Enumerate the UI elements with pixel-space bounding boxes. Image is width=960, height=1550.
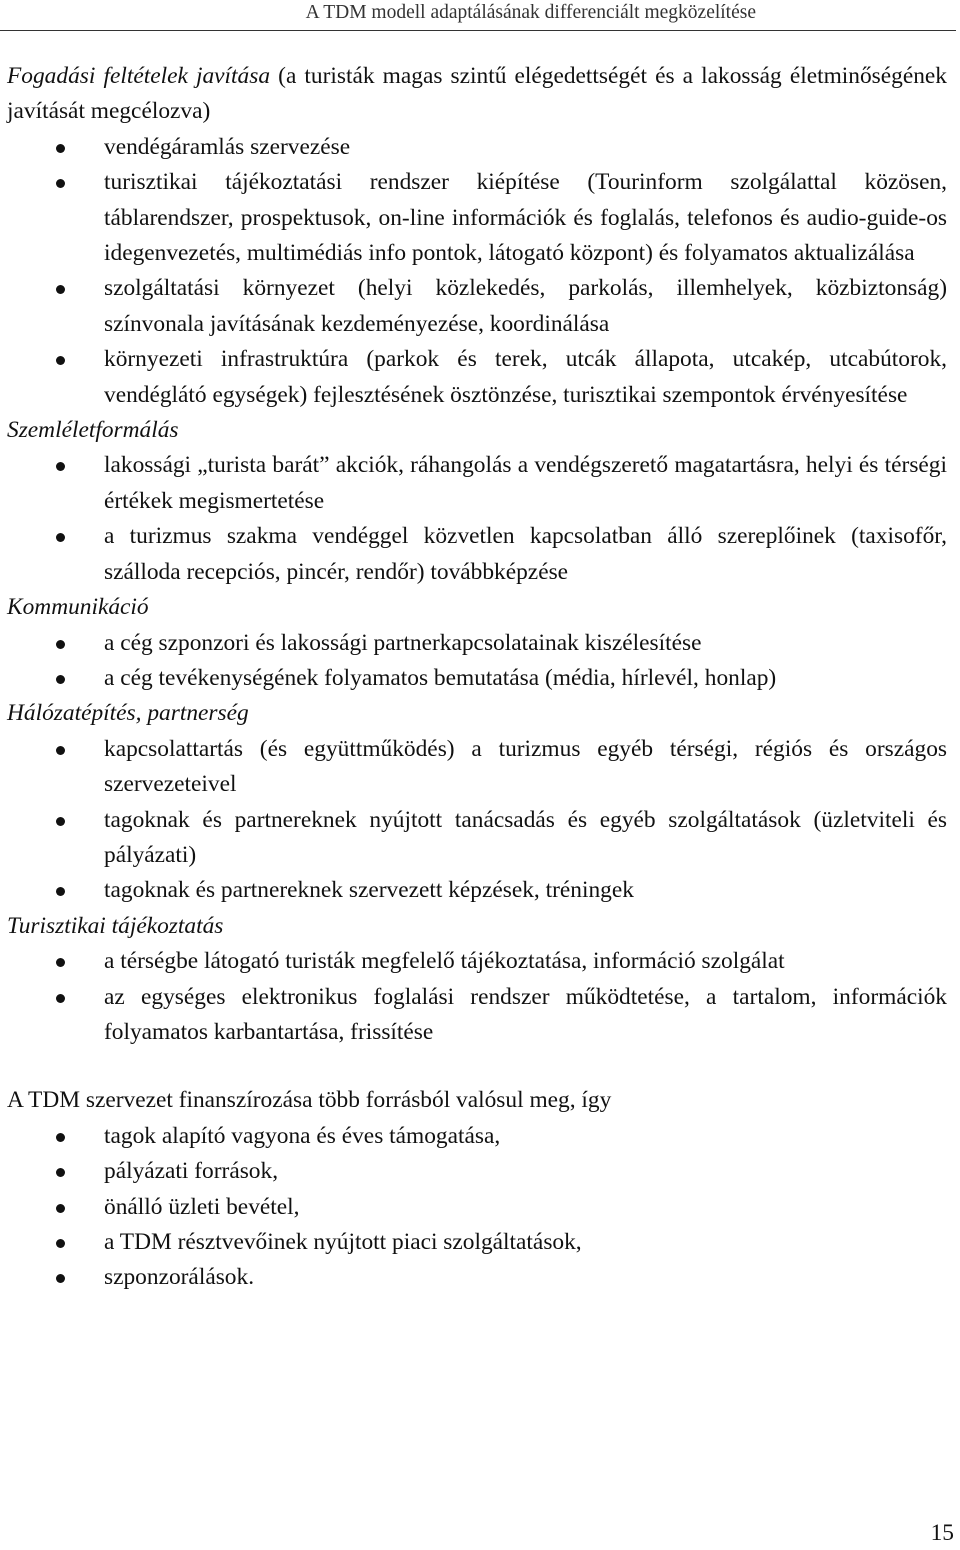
section-heading-tajekoztatas: Turisztikai tájékoztatás: [7, 912, 224, 939]
intro-text: (a turisták magas szintű elégedettségét és a lakosság életminőségének javítását megcélozva): [7, 63, 947, 125]
section-heading-szemlelet: Szemléletformálás: [7, 417, 179, 444]
section-heading-halozat: Hálózatépítés, partnerség: [7, 700, 249, 727]
funding-intro: A TDM szervezet finanszírozása több forrásból valósul meg, így: [7, 1087, 612, 1114]
list-item: tagoknak és partnereknek szervezett képzések, tréningek: [7, 873, 947, 908]
page-number: 15: [930, 1520, 954, 1546]
list-item: pályázati források,: [7, 1154, 947, 1189]
section-heading-kommunikacio: Kommunikáció: [7, 594, 149, 621]
list-item: lakossági „turista barát” akciók, ráhangolás a vendégszerető magatartásra, helyi és térségi értékek megismertetése: [7, 448, 947, 519]
list-item: a cég tevékenységének folyamatos bemutatása (média, hírlevél, honlap): [7, 661, 947, 696]
list-item: turisztikai tájékoztatási rendszer kiépítése (Tourinform szolgálattal közösen, táblarendszer, prospektusok, on-line információk és foglalás, telefonos és audio-guide-os idegenvezetés, multimédiás info pontok, látogató központ) és folyamatos aktualizálása: [7, 165, 947, 271]
szemlelet-list: [7, 448, 947, 590]
running-header: [0, 0, 956, 31]
list-item: a TDM résztvevőinek nyújtott piaci szolgáltatások,: [7, 1225, 947, 1260]
list-item: az egységes elektronikus foglalási rendszer működtetése, a tartalom, információk folyamatos karbantartása, frissítése: [7, 980, 947, 1051]
intro-paragraph: [7, 59, 947, 130]
page-body: [7, 59, 947, 1296]
list-item: szponzorálások.: [7, 1260, 947, 1295]
list-item: a térségbe látogató turisták megfelelő tájékoztatása, információ szolgálat: [7, 944, 947, 979]
list-item: tagoknak és partnereknek nyújtott tanácsadás és egyéb szolgáltatások (üzletviteli és pályázati): [7, 803, 947, 874]
list-item: a turizmus szakma vendéggel közvetlen kapcsolatban álló szereplőinek (taxisofőr, szálloda recepciós, pincér, rendőr) továbbképzése: [7, 519, 947, 590]
list-item: vendégáramlás szervezése: [7, 130, 947, 165]
list-item: tagok alapító vagyona és éves támogatása,: [7, 1119, 947, 1154]
funding-list: [7, 1119, 947, 1296]
list-item: kapcsolattartás (és együttműködés) a turizmus egyéb térségi, régiós és országos szervezeteivel: [7, 732, 947, 803]
halozat-list: [7, 732, 947, 909]
list-item: környezeti infrastruktúra (parkok és terek, utcák állapota, utcakép, utcabútorok, vendéglátó egységek) fejlesztésének ösztönzése, turisztikai szempontok érvényesítése: [7, 342, 947, 413]
fogadasi-list: [7, 130, 947, 413]
list-item: önálló üzleti bevétel,: [7, 1190, 947, 1225]
list-item: a cég szponzori és lakossági partnerkapcsolatainak kiszélesítése: [7, 626, 947, 661]
list-item: szolgáltatási környezet (helyi közlekedés, parkolás, illemhelyek, közbiztonság) színvonala javításának kezdeményezése, koordinálása: [7, 271, 947, 342]
kommunikacio-list: [7, 626, 947, 697]
intro-heading: Fogadási feltételek javítása: [7, 63, 271, 89]
running-header-title: A TDM modell adaptálásának differenciált megközelítése: [305, 2, 756, 23]
tajekoztatas-list: [7, 944, 947, 1050]
